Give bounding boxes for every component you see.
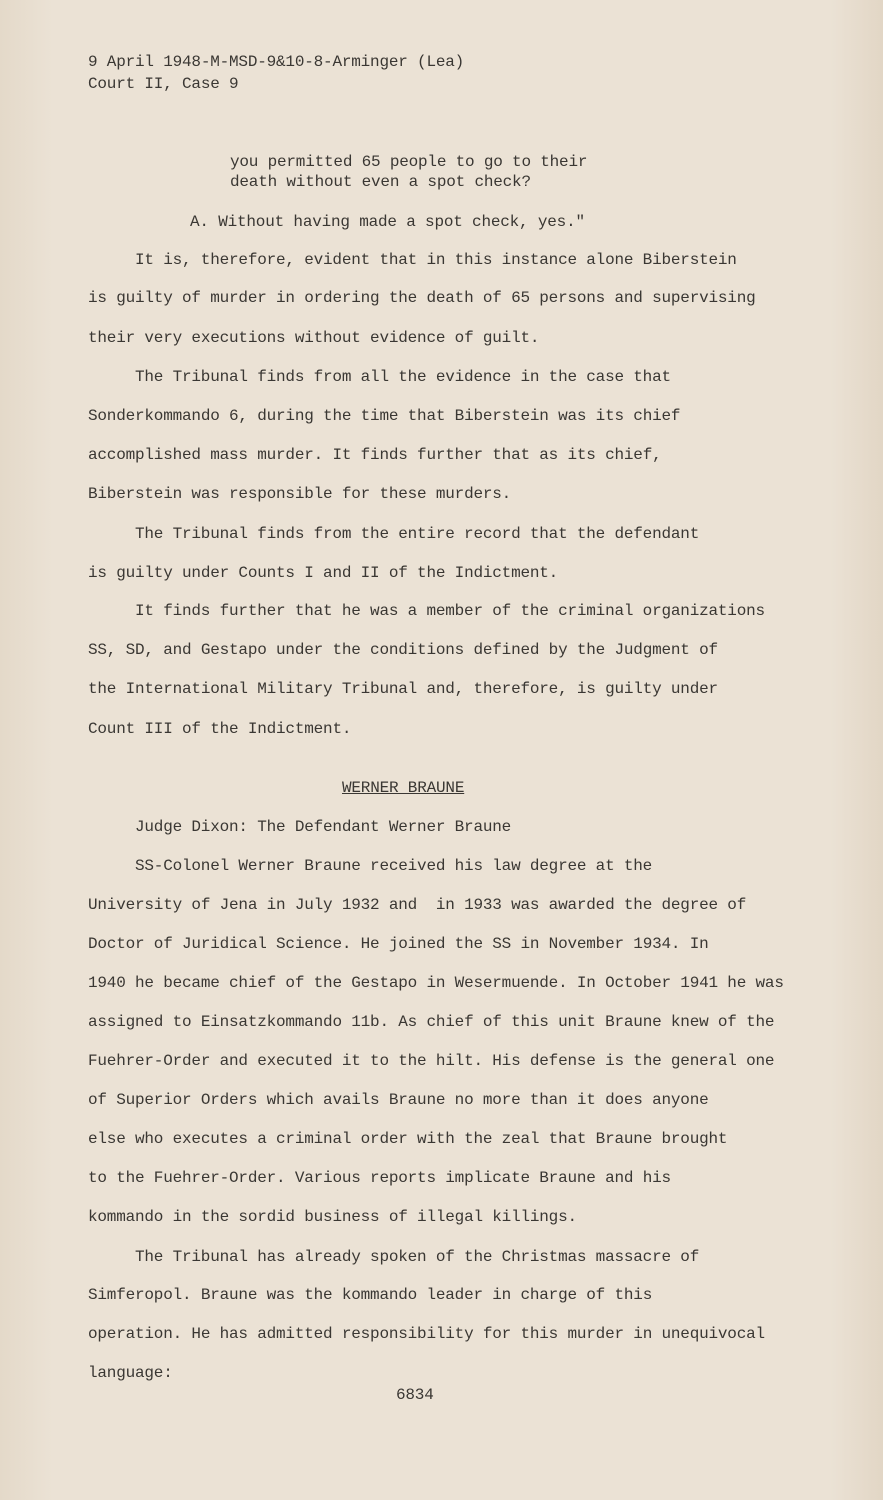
- text-line: The Tribunal has already spoken of the Christmas massacre of: [135, 1248, 700, 1266]
- header-line-2: Court II, Case 9: [88, 75, 239, 93]
- text-line: Count III of the Indictment.: [88, 720, 352, 738]
- text-line: you permitted 65 people to go to their: [230, 153, 588, 171]
- text-line: University of Jena in July 1932 and in 1933 was awarded the degree of: [88, 896, 747, 914]
- text-line: Simferopol. Braune was the kommando leader in charge of this: [88, 1286, 653, 1304]
- text-line: SS-Colonel Werner Braune received his law degree at the: [135, 857, 653, 875]
- text-line: the International Military Tribunal and, therefore, is guilty under: [88, 680, 718, 698]
- text-line: their very executions without evidence of guilt.: [88, 329, 540, 347]
- text-line: of Superior Orders which avails Braune no more than it does anyone: [88, 1091, 709, 1109]
- text-line: The Tribunal finds from the entire record that the defendant: [135, 525, 700, 543]
- text-line: is guilty under Counts I and II of the Indictment.: [88, 564, 559, 582]
- text-line: SS, SD, and Gestapo under the conditions defined by the Judgment of: [88, 641, 718, 659]
- section-heading: WERNER BRAUNE: [342, 779, 465, 797]
- text-line: 1940 he became chief of the Gestapo in Wesermuende. In October 1941 he was: [88, 974, 784, 992]
- text-line: Judge Dixon: The Defendant Werner Braune: [135, 818, 512, 836]
- page-number: 6834: [396, 1386, 434, 1404]
- text-line: A. Without having made a spot check, yes.": [190, 213, 585, 231]
- text-line: It finds further that he was a member of the criminal organizations: [135, 602, 765, 620]
- text-line: Fuehrer-Order and executed it to the hilt. His defense is the general one: [88, 1052, 775, 1070]
- text-line: accomplished mass murder. It finds further that as its chief,: [88, 446, 662, 464]
- text-line: It is, therefore, evident that in this instance alone Biberstein: [135, 251, 737, 269]
- header-line-1: 9 April 1948-M-MSD-9&10-8-Arminger (Lea): [88, 53, 465, 71]
- text-line: is guilty of murder in ordering the death of 65 persons and supervising: [88, 289, 756, 307]
- text-line: assigned to Einsatzkommando 11b. As chief of this unit Braune knew of the: [88, 1013, 775, 1031]
- text-line: Doctor of Juridical Science. He joined the SS in November 1934. In: [88, 935, 709, 953]
- text-line: operation. He has admitted responsibility for this murder in unequivocal: [88, 1325, 765, 1343]
- text-line: death without even a spot check?: [230, 173, 531, 191]
- text-line: to the Fuehrer-Order. Various reports implicate Braune and his: [88, 1169, 671, 1187]
- text-line: language:: [88, 1364, 173, 1382]
- text-line: kommando in the sordid business of illegal killings.: [88, 1208, 577, 1226]
- text-line: Biberstein was responsible for these murders.: [88, 485, 512, 503]
- text-line: The Tribunal finds from all the evidence in the case that: [135, 368, 671, 386]
- text-line: Sonderkommando 6, during the time that Biberstein was its chief: [88, 407, 681, 425]
- text-line: else who executes a criminal order with the zeal that Braune brought: [88, 1130, 728, 1148]
